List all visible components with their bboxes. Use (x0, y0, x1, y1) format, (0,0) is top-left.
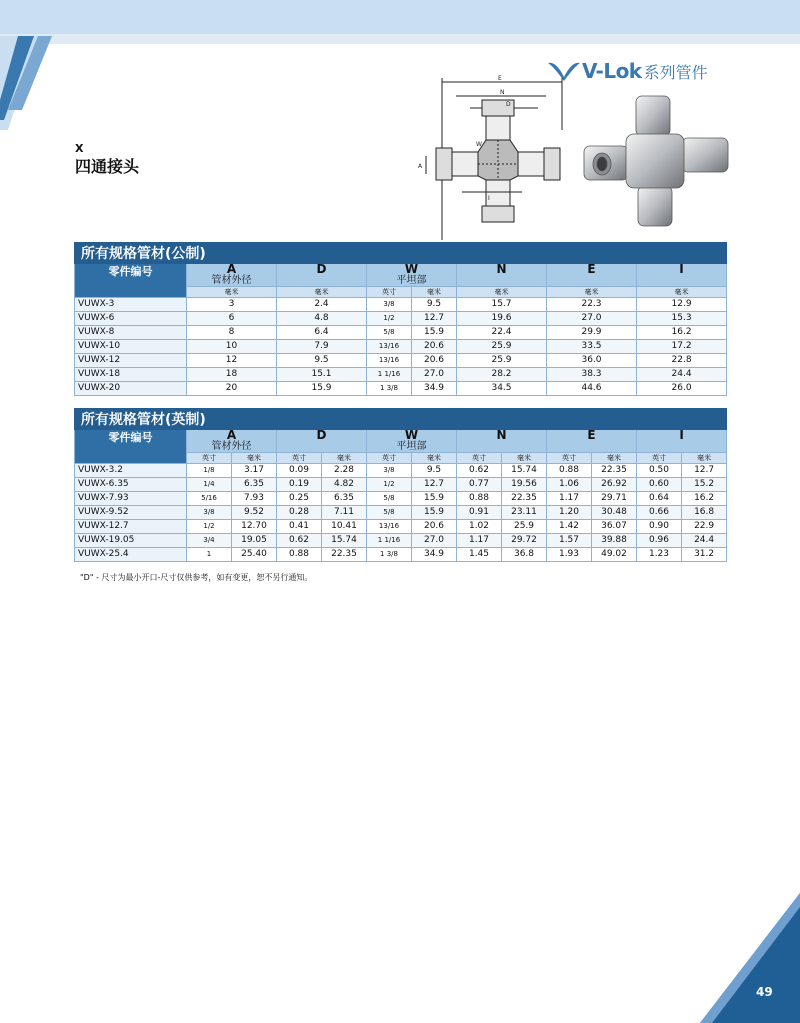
table-cell: 5/16 (187, 492, 232, 506)
table-cell: 26.92 (592, 478, 637, 492)
table-cell: 0.25 (277, 492, 322, 506)
table-cell: 27.0 (547, 312, 637, 326)
drawing-label-n: N (500, 89, 505, 96)
table-cell: 30.48 (592, 506, 637, 520)
part-number-cell: VUWX-3.2 (75, 464, 187, 478)
table-cell: 15.9 (412, 326, 457, 340)
table-cell: 22.9 (682, 520, 727, 534)
table-row (75, 548, 727, 562)
table-cell: 1.42 (547, 520, 592, 534)
technical-drawing (412, 70, 572, 250)
table-cell: 0.28 (277, 506, 322, 520)
footnote: "D" - 尺寸为最小开口-尺寸仅供参考，如有变更，恕不另行通知。 (80, 573, 313, 582)
table-cell: 15.74 (322, 534, 367, 548)
table-cell: 25.9 (457, 340, 547, 354)
table-cell: 0.88 (457, 492, 502, 506)
part-number-cell: VUWX-8 (75, 326, 187, 340)
part-number-cell: VUWX-20 (75, 382, 187, 396)
table-cell: 13/16 (367, 354, 412, 368)
table-row (75, 464, 727, 478)
table-cell: 22.8 (637, 354, 727, 368)
imperial-section-title: 所有规格管材(英制) (75, 409, 727, 430)
metric-unit-a: 毫米 (187, 287, 277, 298)
metric-header-part-no: 零件编号 (75, 264, 187, 298)
table-row (75, 340, 727, 354)
part-number-cell: VUWX-12.7 (75, 520, 187, 534)
table-cell: 1.57 (547, 534, 592, 548)
table-cell: 22.35 (502, 492, 547, 506)
table-row (75, 312, 727, 326)
part-number-cell: VUWX-18 (75, 368, 187, 382)
table-cell: 0.41 (277, 520, 322, 534)
imperial-unit-d-in: 英寸 (277, 453, 322, 464)
table-cell: 15.1 (277, 368, 367, 382)
table-cell: 1 3/8 (367, 548, 412, 562)
header-stripes (0, 0, 90, 140)
table-cell: 13/16 (367, 520, 412, 534)
part-number-cell: VUWX-6.35 (75, 478, 187, 492)
table-cell: 3/8 (187, 506, 232, 520)
drawing-label-a: A (418, 163, 423, 170)
table-cell: 0.91 (457, 506, 502, 520)
table-cell: 20 (187, 382, 277, 396)
imperial-header-part-no: 零件编号 (75, 430, 187, 464)
part-number-cell: VUWX-12 (75, 354, 187, 368)
table-cell: 16.2 (682, 492, 727, 506)
metric-table (74, 242, 727, 396)
table-cell: 15.9 (412, 506, 457, 520)
table-cell: 39.88 (592, 534, 637, 548)
table-cell: 5/8 (367, 506, 412, 520)
table-cell: 0.88 (277, 548, 322, 562)
table-cell: 44.6 (547, 382, 637, 396)
table-cell: 17.2 (637, 340, 727, 354)
table-cell: 15.9 (412, 492, 457, 506)
part-number-cell: VUWX-3 (75, 298, 187, 312)
table-cell: 22.4 (457, 326, 547, 340)
table-cell: 29.72 (502, 534, 547, 548)
table-cell: 1.45 (457, 548, 502, 562)
table-cell: 0.19 (277, 478, 322, 492)
table-cell: 2.4 (277, 298, 367, 312)
imperial-unit-i-in: 英寸 (637, 453, 682, 464)
part-number-cell: VUWX-25.4 (75, 548, 187, 562)
table-cell: 29.71 (592, 492, 637, 506)
drawing-label-i: I (488, 195, 490, 202)
table-cell: 19.05 (232, 534, 277, 548)
table-cell: 7.93 (232, 492, 277, 506)
table-cell: 4.8 (277, 312, 367, 326)
table-cell: 2.28 (322, 464, 367, 478)
table-cell: 36.8 (502, 548, 547, 562)
table-cell: 20.6 (412, 520, 457, 534)
table-cell: 9.52 (232, 506, 277, 520)
table-cell: 1/2 (367, 478, 412, 492)
table-cell: 12.70 (232, 520, 277, 534)
table-cell: 25.9 (502, 520, 547, 534)
table-cell: 9.5 (412, 464, 457, 478)
imperial-unit-i-mm: 毫米 (682, 453, 727, 464)
imperial-unit-e-in: 英寸 (547, 453, 592, 464)
header-band (0, 0, 800, 36)
table-row (75, 506, 727, 520)
table-cell: 0.50 (637, 464, 682, 478)
table-cell: 28.2 (457, 368, 547, 382)
imperial-header-d: D (277, 430, 367, 453)
table-cell: 0.09 (277, 464, 322, 478)
table-cell: 3.17 (232, 464, 277, 478)
metric-header-a: A 管材外径 (187, 264, 277, 287)
table-cell: 16.2 (637, 326, 727, 340)
table-cell: 27.0 (412, 534, 457, 548)
table-cell: 1/2 (367, 312, 412, 326)
metric-unit-w-mm: 毫米 (412, 287, 457, 298)
table-row (75, 534, 727, 548)
drawing-label-w: W (476, 141, 482, 148)
table-cell: 6.35 (232, 478, 277, 492)
table-cell: 15.7 (457, 298, 547, 312)
table-cell: 10.41 (322, 520, 367, 534)
table-cell: 15.2 (682, 478, 727, 492)
table-cell: 4.82 (322, 478, 367, 492)
table-cell: 0.77 (457, 478, 502, 492)
table-cell: 22.35 (592, 464, 637, 478)
table-row (75, 326, 727, 340)
table-cell: 0.64 (637, 492, 682, 506)
table-cell: 15.74 (502, 464, 547, 478)
table-cell: 38.3 (547, 368, 637, 382)
imperial-table (74, 408, 727, 562)
table-cell: 12 (187, 354, 277, 368)
table-cell: 6.4 (277, 326, 367, 340)
table-cell: 22.35 (322, 548, 367, 562)
imperial-header-a: A 管材外径 (187, 430, 277, 453)
brand-series-text: 系列管件 (643, 62, 708, 82)
imperial-unit-a-in: 英寸 (187, 453, 232, 464)
table-cell: 15.9 (277, 382, 367, 396)
table-cell: 5/8 (367, 492, 412, 506)
table-cell: 15.3 (637, 312, 727, 326)
table-cell: 7.11 (322, 506, 367, 520)
table-cell: 24.4 (682, 534, 727, 548)
imperial-unit-n-in: 英寸 (457, 453, 502, 464)
table-cell: 25.9 (457, 354, 547, 368)
metric-unit-i: 毫米 (637, 287, 727, 298)
imperial-unit-w-in: 英寸 (367, 453, 412, 464)
table-cell: 1/8 (187, 464, 232, 478)
part-number-cell: VUWX-7.93 (75, 492, 187, 506)
table-cell: 1.23 (637, 548, 682, 562)
drawing-label-d: D (506, 101, 511, 108)
table-cell: 1.17 (457, 534, 502, 548)
part-number-cell: VUWX-6 (75, 312, 187, 326)
table-cell: 19.6 (457, 312, 547, 326)
table-cell: 1 (187, 548, 232, 562)
metric-header-i: I (637, 264, 727, 287)
table-cell: 3 (187, 298, 277, 312)
table-cell: 22.3 (547, 298, 637, 312)
table-cell: 23.11 (502, 506, 547, 520)
table-cell: 3/4 (187, 534, 232, 548)
table-cell: 0.90 (637, 520, 682, 534)
table-row (75, 382, 727, 396)
page-subtitle: X (75, 142, 84, 155)
metric-section-title: 所有规格管材(公制) (75, 243, 727, 264)
table-cell: 0.66 (637, 506, 682, 520)
product-photo (576, 86, 736, 236)
table-cell: 0.96 (637, 534, 682, 548)
table-cell: 34.5 (457, 382, 547, 396)
table-cell: 12.7 (412, 478, 457, 492)
table-cell: 12.9 (637, 298, 727, 312)
table-cell: 36.07 (592, 520, 637, 534)
table-cell: 1/2 (187, 520, 232, 534)
metric-header-n: N (457, 264, 547, 287)
table-row (75, 368, 727, 382)
table-cell: 16.8 (682, 506, 727, 520)
table-cell: 0.62 (277, 534, 322, 548)
table-row (75, 520, 727, 534)
metric-unit-e: 毫米 (547, 287, 637, 298)
header-band-lower (0, 34, 800, 44)
imperial-unit-w-mm: 毫米 (412, 453, 457, 464)
imperial-unit-d-mm: 毫米 (322, 453, 367, 464)
table-cell: 5/8 (367, 326, 412, 340)
table-cell: 3/8 (367, 298, 412, 312)
part-number-cell: VUWX-9.52 (75, 506, 187, 520)
brand-vlok-text: V-Lok (582, 59, 642, 83)
table-row (75, 354, 727, 368)
table-cell: 0.60 (637, 478, 682, 492)
table-row (75, 478, 727, 492)
metric-header-d: D (277, 264, 367, 287)
imperial-header-e: E (547, 430, 637, 453)
table-cell: 20.6 (412, 354, 457, 368)
imperial-unit-n-mm: 毫米 (502, 453, 547, 464)
table-row (75, 492, 727, 506)
metric-unit-w-in: 英寸 (367, 287, 412, 298)
table-cell: 34.9 (412, 548, 457, 562)
table-cell: 26.0 (637, 382, 727, 396)
imperial-unit-e-mm: 毫米 (592, 453, 637, 464)
table-cell: 25.40 (232, 548, 277, 562)
table-cell: 19.56 (502, 478, 547, 492)
metric-unit-n: 毫米 (457, 287, 547, 298)
table-cell: 12.7 (682, 464, 727, 478)
page-number: 49 (756, 985, 773, 999)
table-cell: 36.0 (547, 354, 637, 368)
table-cell: 1 3/8 (367, 382, 412, 396)
metric-unit-d: 毫米 (277, 287, 367, 298)
table-cell: 49.02 (592, 548, 637, 562)
part-number-cell: VUWX-10 (75, 340, 187, 354)
table-cell: 6.35 (322, 492, 367, 506)
table-cell: 1 1/16 (367, 534, 412, 548)
table-cell: 1.06 (547, 478, 592, 492)
table-cell: 1.93 (547, 548, 592, 562)
imperial-header-i: I (637, 430, 727, 453)
drawing-label-e: E (498, 75, 502, 82)
part-number-cell: VUWX-19.05 (75, 534, 187, 548)
metric-header-e: E (547, 264, 637, 287)
table-cell: 0.62 (457, 464, 502, 478)
table-cell: 1.17 (547, 492, 592, 506)
table-cell: 10 (187, 340, 277, 354)
metric-header-w: W 平坦部 (367, 264, 457, 287)
table-cell: 7.9 (277, 340, 367, 354)
table-cell: 33.5 (547, 340, 637, 354)
table-cell: 1/4 (187, 478, 232, 492)
imperial-unit-a-mm: 毫米 (232, 453, 277, 464)
table-cell: 3/8 (367, 464, 412, 478)
table-cell: 24.4 (637, 368, 727, 382)
table-cell: 13/16 (367, 340, 412, 354)
table-cell: 1 1/16 (367, 368, 412, 382)
table-cell: 31.2 (682, 548, 727, 562)
table-cell: 9.5 (412, 298, 457, 312)
page-title: 四通接头 (75, 157, 140, 176)
corner-decoration (700, 893, 800, 1023)
imperial-header-n: N (457, 430, 547, 453)
table-cell: 34.9 (412, 382, 457, 396)
table-cell: 18 (187, 368, 277, 382)
table-cell: 1.02 (457, 520, 502, 534)
table-cell: 27.0 (412, 368, 457, 382)
imperial-header-w: W 平坦部 (367, 430, 457, 453)
table-row (75, 298, 727, 312)
table-cell: 29.9 (547, 326, 637, 340)
table-cell: 0.88 (547, 464, 592, 478)
table-cell: 9.5 (277, 354, 367, 368)
table-cell: 8 (187, 326, 277, 340)
table-cell: 12.7 (412, 312, 457, 326)
table-cell: 20.6 (412, 340, 457, 354)
table-cell: 6 (187, 312, 277, 326)
table-cell: 1.20 (547, 506, 592, 520)
